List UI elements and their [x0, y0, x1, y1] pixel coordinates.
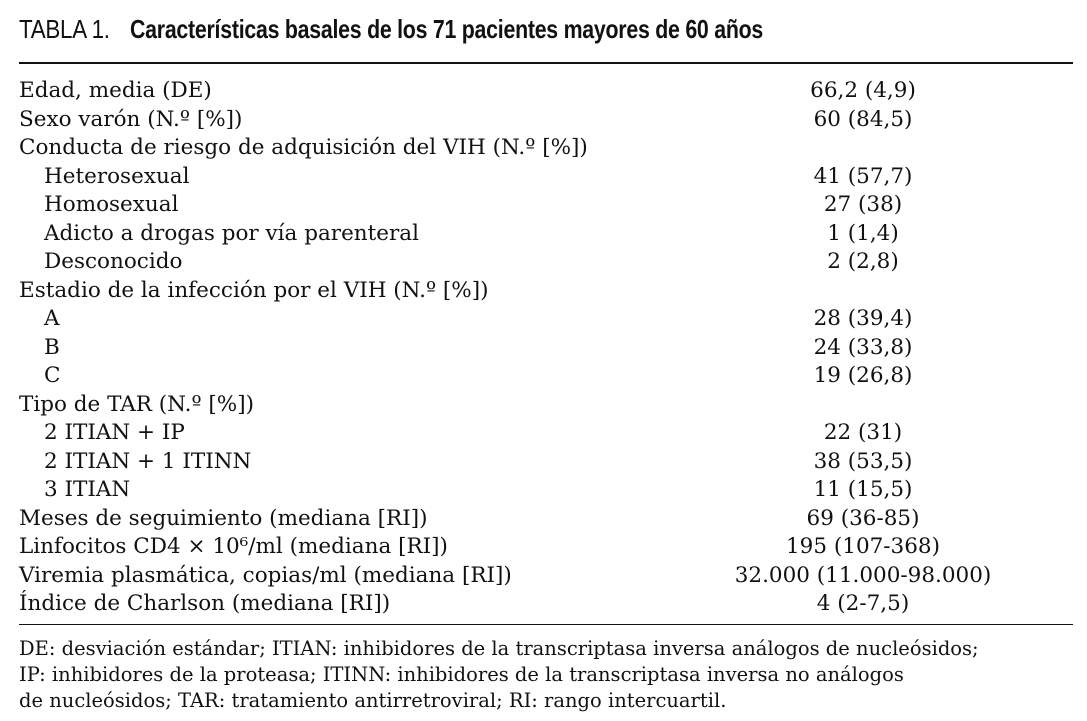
row-label: Edad, media (DE) [19, 78, 212, 103]
row-value: 19 (26,8) [813, 363, 913, 388]
row-value: 38 (53,5) [813, 448, 913, 474]
row-label: 2 ITIAN + IP [44, 420, 185, 445]
table-row [19, 533, 1073, 562]
table-row [19, 334, 1073, 363]
bottom-rule [19, 624, 1073, 625]
row-value: 11 (15,5) [813, 477, 913, 502]
row-value: 32.000 (11.000-98.000) [734, 562, 992, 588]
table-row [19, 305, 1073, 334]
row-value: 60 (84,5) [813, 106, 913, 132]
table-row [19, 562, 1073, 591]
row-label: Conducta de riesgo de adquisición del VIH (N.º [%]) [19, 135, 588, 160]
row-value: 24 (33,8) [813, 334, 913, 360]
table-row [19, 362, 1073, 391]
row-label: Adicto a drogas por vía parenteral [44, 220, 419, 246]
table-row [19, 476, 1073, 505]
row-value: 66,2 (4,9) [810, 78, 916, 103]
top-rule [19, 62, 1073, 64]
footnote-line: DE: desviación estándar; ITIAN: inhibidores de la transcriptasa inversa análogos de nucleósidos; [19, 637, 979, 660]
row-label: 2 ITIAN + 1 ITINN [44, 448, 252, 474]
row-label: Desconocido [44, 249, 183, 274]
row-label: Linfocitos CD4 × 10⁶/ml (mediana [RI]) [19, 534, 448, 559]
table-footnotes [19, 636, 1079, 714]
row-value: 195 (107-368) [786, 534, 940, 559]
table-row [19, 448, 1073, 477]
table-row [19, 77, 1073, 106]
table-title-text: Características basales de los 71 pacientes mayores de 60 años [129, 14, 763, 44]
row-label: Tipo de TAR (N.º [%]) [19, 391, 254, 417]
row-value: 69 (36-85) [806, 505, 920, 531]
row-label: A [44, 306, 60, 331]
table-row [19, 391, 1073, 420]
row-value: 4 (2-7,5) [816, 591, 910, 616]
table-row [19, 191, 1073, 220]
table-row [19, 248, 1073, 277]
footnote-line: de nucleósidos; TAR: tratamiento antirretroviral; RI: rango intercuartil. [19, 689, 727, 712]
row-label: Meses de seguimiento (mediana [RI]) [19, 505, 428, 531]
table-title-label: TABLA 1. [19, 14, 110, 44]
table-row [19, 505, 1073, 534]
row-label: B [44, 334, 60, 360]
table-row [19, 134, 1073, 163]
table-row [19, 419, 1073, 448]
row-value: 2 (2,8) [827, 249, 899, 274]
row-label: Heterosexual [44, 163, 190, 189]
row-label: Homosexual [44, 192, 179, 217]
footnote-line: IP: inhibidores de la proteasa; ITINN: inhibidores de la transcriptasa inversa no análogos [19, 663, 904, 686]
table-title [19, 14, 902, 45]
row-label: Estadio de la infección por el VIH (N.º [%]) [19, 277, 489, 303]
row-value: 1 (1,4) [827, 220, 899, 246]
table-row [19, 277, 1073, 306]
table-body [19, 77, 1073, 619]
row-value: 22 (31) [823, 420, 903, 445]
row-label: C [44, 363, 61, 388]
row-value: 28 (39,4) [813, 306, 913, 331]
row-label: 3 ITIAN [44, 477, 131, 502]
row-label: Viremia plasmática, copias/ml (mediana [RI]) [19, 562, 512, 588]
table-row [19, 163, 1073, 192]
row-label: Índice de Charlson (mediana [RI]) [19, 591, 391, 616]
row-label: Sexo varón (N.º [%]) [19, 106, 243, 132]
row-value: 41 (57,7) [813, 163, 913, 189]
row-value: 27 (38) [823, 192, 903, 217]
table-row [19, 590, 1073, 619]
table-row [19, 106, 1073, 135]
table-row [19, 220, 1073, 249]
